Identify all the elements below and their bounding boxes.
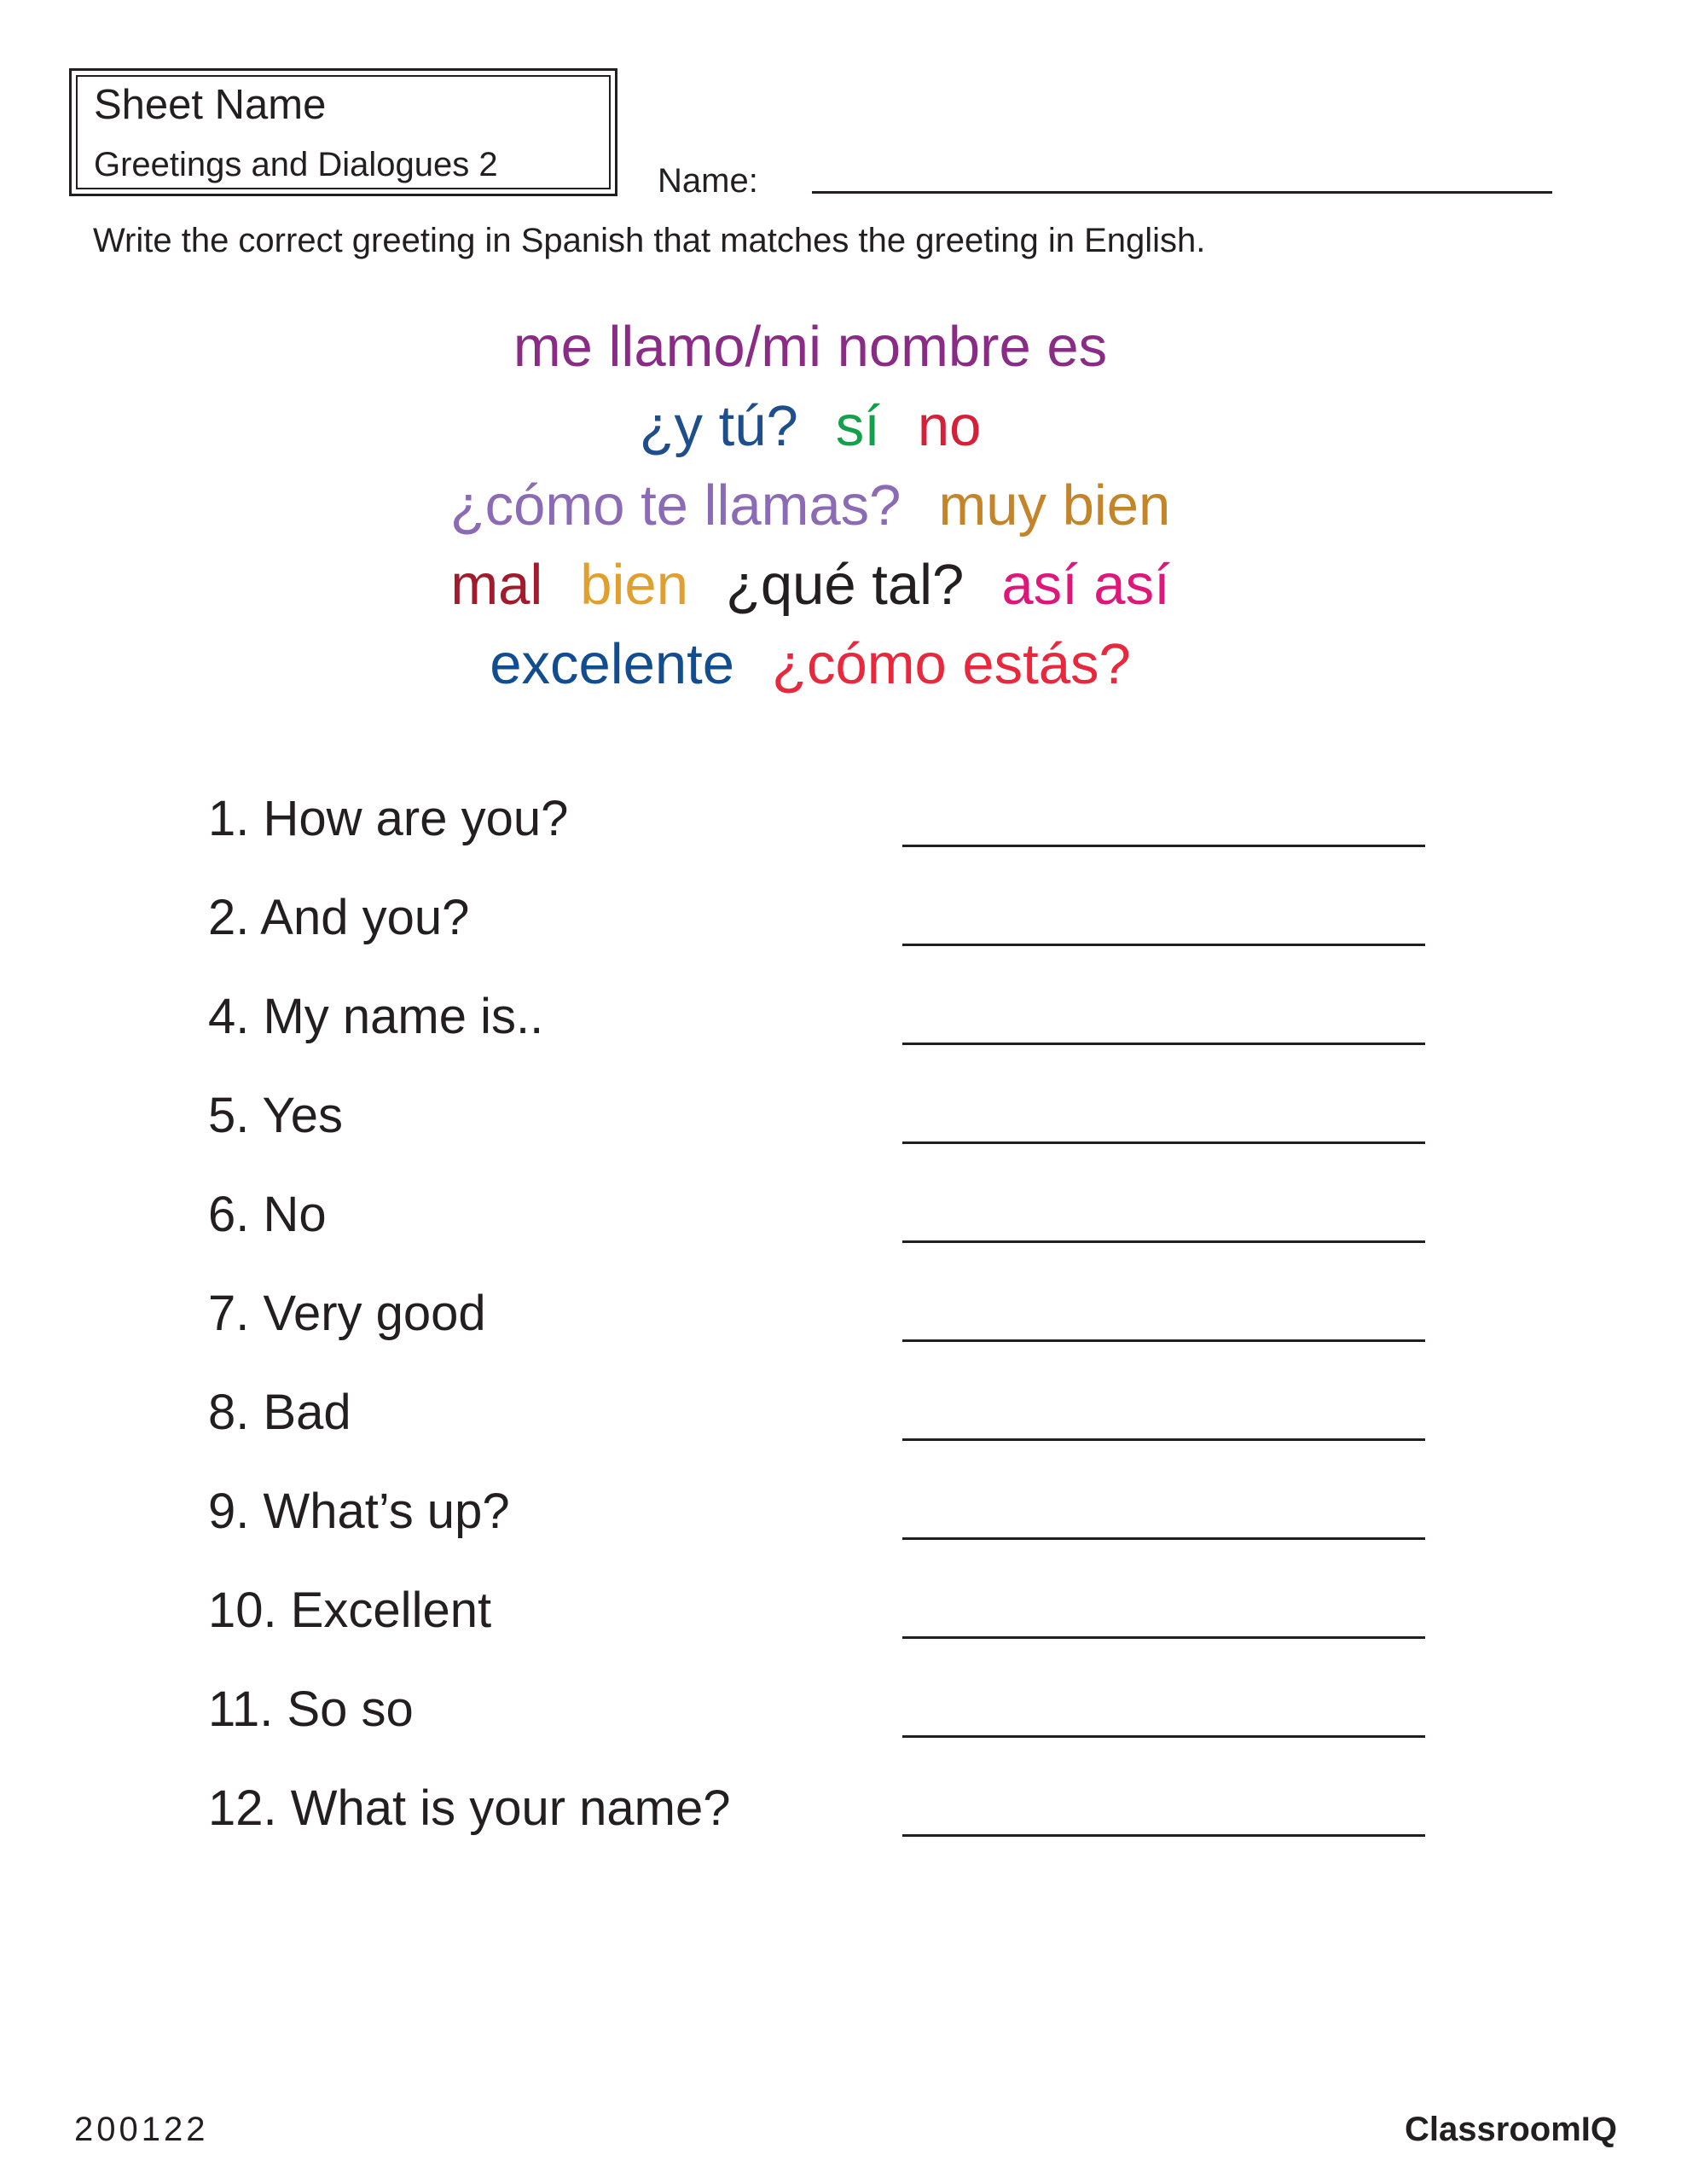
question-row (208, 1476, 1428, 1575)
answer-line[interactable] (902, 1537, 1425, 1540)
name-write-line[interactable] (812, 191, 1552, 194)
word-bank-word: sí (835, 394, 880, 458)
word-bank-word: excelente (490, 632, 735, 696)
word-bank-word: así así (1001, 553, 1170, 617)
answer-line[interactable] (902, 944, 1425, 946)
question-row (208, 981, 1428, 1080)
question-text: 12. What is your name? (208, 1780, 731, 1836)
word-bank-word: ¿y tú? (639, 394, 798, 458)
word-bank-word: ¿cómo estás? (772, 632, 1131, 696)
word-bank-row (256, 466, 1365, 545)
question-text: 2. And you? (208, 890, 470, 945)
question-row (208, 783, 1428, 882)
answer-line[interactable] (902, 1043, 1425, 1045)
question-row (208, 1377, 1428, 1476)
question-row (208, 1575, 1428, 1674)
answer-line[interactable] (902, 1735, 1425, 1738)
question-text: 9. What’s up? (208, 1484, 510, 1539)
answer-line[interactable] (902, 1834, 1425, 1837)
word-bank-word: muy bien (938, 473, 1171, 537)
sheet-code: 200122 (74, 2111, 209, 2148)
word-bank-word: me llamo/mi nombre es (513, 315, 1108, 379)
word-bank-row (256, 624, 1365, 704)
question-text: 7. Very good (208, 1286, 486, 1341)
sheet-title: Greetings and Dialogues 2 (94, 146, 498, 183)
question-text: 4. My name is.. (208, 989, 544, 1044)
word-bank-row (256, 386, 1365, 466)
answer-line[interactable] (902, 1438, 1425, 1441)
word-bank-word: no (917, 394, 982, 458)
answer-line[interactable] (902, 1240, 1425, 1243)
word-bank-row (256, 307, 1365, 386)
question-row (208, 882, 1428, 981)
sheet-name-label: Sheet Name (94, 82, 327, 128)
answer-line[interactable] (902, 1636, 1425, 1639)
name-label: Name: (658, 162, 758, 200)
question-row (208, 1773, 1428, 1872)
question-text: 1. How are you? (208, 791, 569, 846)
word-bank-word: bien (580, 553, 688, 617)
answer-line[interactable] (902, 845, 1425, 847)
question-row (208, 1179, 1428, 1278)
question-text: 8. Bad (208, 1385, 351, 1440)
question-text: 11. So so (208, 1682, 414, 1737)
word-bank-word: ¿qué tal? (725, 553, 965, 617)
word-bank-word: ¿cómo te llamas? (449, 473, 901, 537)
question-text: 10. Excellent (208, 1583, 492, 1638)
question-row (208, 1674, 1428, 1773)
brand-logo: ClassroomIQ (1405, 2111, 1617, 2148)
sheet-name-box (69, 68, 617, 196)
answer-line[interactable] (902, 1339, 1425, 1342)
answer-line[interactable] (902, 1141, 1425, 1144)
word-bank (256, 307, 1365, 704)
word-bank-row (256, 545, 1365, 624)
question-text: 6. No (208, 1187, 327, 1242)
instructions: Write the correct greeting in Spanish that matches the greeting in English. (93, 222, 1206, 259)
question-row (208, 1080, 1428, 1179)
question-list (208, 783, 1428, 1872)
word-bank-word: mal (450, 553, 543, 617)
question-text: 5. Yes (208, 1088, 344, 1143)
question-row (208, 1278, 1428, 1377)
